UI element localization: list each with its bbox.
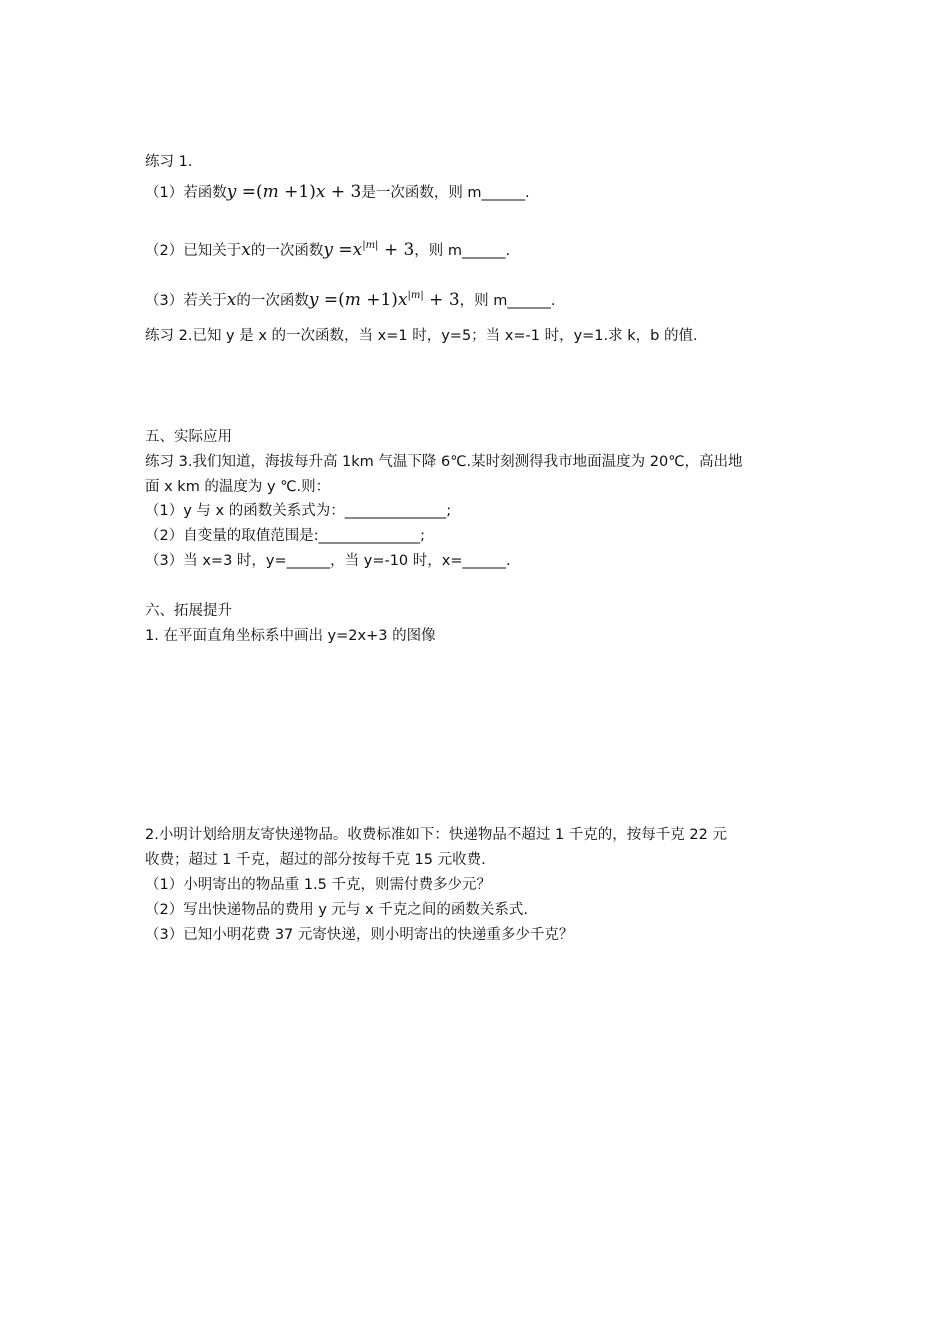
section5-q1: （1）y 与 x 的函数关系式为：______________; [145,503,452,519]
q2-mid: 的一次函数 [250,243,324,259]
section6-q1: （1）小明寄出的物品重 1.5 千克，则需付费多少元？ [145,877,492,893]
practice1-q2 [145,236,510,261]
section6-q2: （2）写出快递物品的费用 y 元与 x 千克之间的函数关系式. [145,902,528,918]
section5-line2: 面 x km 的温度为 y ℃.则： [145,479,331,495]
q2-formula: $y =x^{|m|} + 3$ [323,240,415,260]
q3-prefix: （3）若关于 [145,293,227,309]
q2-prefix: （2）已知关于 [145,243,242,259]
section6-item2-line1: 2.小明计划给朋友寄快递物品。收费标准如下：快递物品不超过 1 千克的，按每千克 22 元 [145,827,727,843]
section5-q2: （2）自变量的取值范围是:______________; [145,528,425,544]
q1-formula: y =(m +1)x + 3 [226,182,362,202]
practice2: 练习 2.已知 y 是 x 的一次函数，当 x=1 时，y=5；当 x=-1 时，y=1.求 k，b 的值. [145,328,698,344]
section6-item1: 1. 在平面直角坐标系中画出 y=2x+3 的图像 [145,628,436,644]
q2-suffix: ，则 m______. [414,243,511,259]
practice1-q3 [145,286,556,311]
q1-prefix: （1）若函数 [145,185,227,201]
q3-formula: $y =(m +1)x^{|m|} + 3$ [308,290,460,310]
section5-q3: （3）当 x=3 时，y=______，当 y=-10 时，x=______. [145,553,511,569]
q3-var: x [226,290,237,310]
q2-var: x [241,240,251,260]
q1-suffix: 是一次函数，则 m______. [361,185,530,201]
section5-line1: 练习 3.我们知道，海拔每升高 1km 气温下降 6℃.某时刻测得我市地面温度为 20℃，高出地 [145,454,743,470]
section6-title: 六、拓展提升 [145,603,232,619]
q3-suffix: ，则 m______. [459,293,556,309]
section6-item2-line2: 收费；超过 1 千克，超过的部分按每千克 15 元收费. [145,852,486,868]
practice1-title: 练习 1. [145,154,193,170]
section6-q3: （3）已知小明花费 37 元寄快递，则小明寄出的快递重多少千克？ [145,927,574,943]
section5-title: 五、实际应用 [145,429,232,445]
q3-mid: 的一次函数 [236,293,309,309]
practice1-q1 [145,182,530,203]
